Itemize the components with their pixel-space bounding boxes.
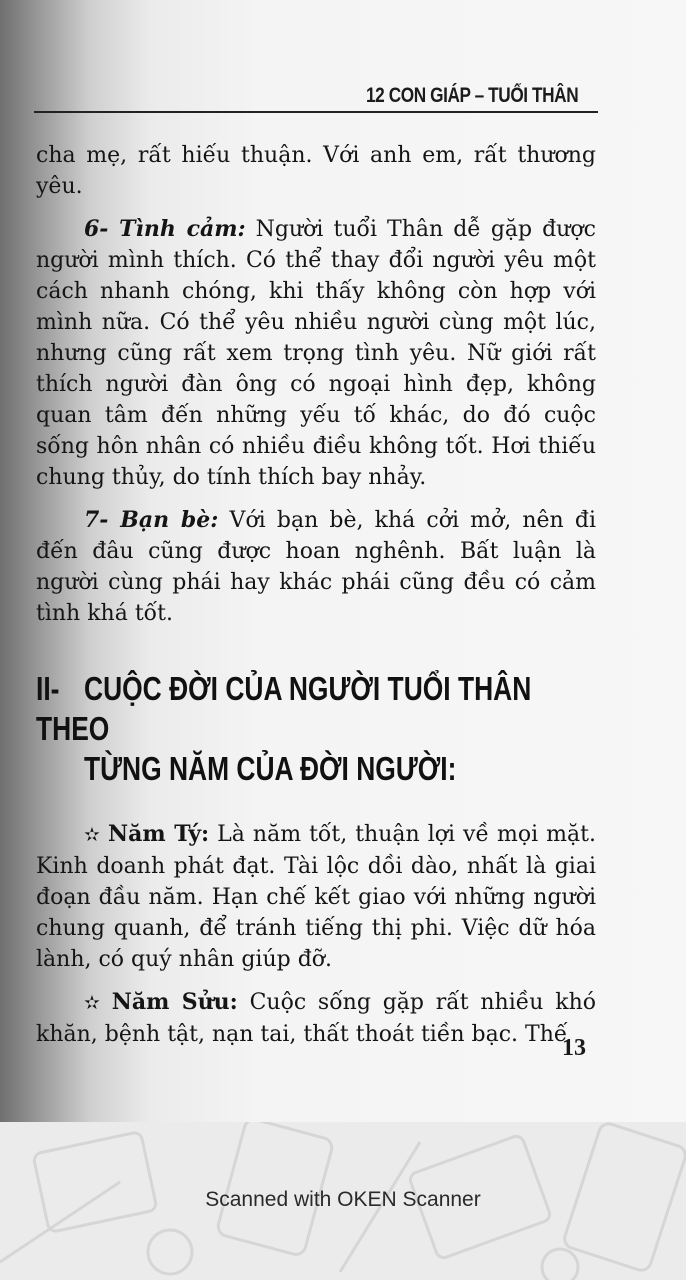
section-title-line-1: CUỘC ĐỜI CỦA NGƯỜI TUỔI THÂN THEO — [36, 670, 532, 747]
scanner-watermark-text: Scanned with OKEN Scanner — [205, 1188, 481, 1211]
paragraph-label: Năm Tý: — [107, 821, 210, 847]
star-icon: ✫ — [84, 992, 100, 1014]
paragraph-label: Năm Sửu: — [111, 989, 238, 1015]
running-header: 12 CON GIÁP – TUỔI THÂN — [366, 84, 579, 107]
paragraph-nam-ty — [36, 819, 596, 975]
paragraph-nam-suu — [36, 987, 596, 1050]
paragraph-text: Cuộc sống gặp rất nhiều khó khăn, bệnh tật, nạn tai, thất thoát tiền bạc. Thế — [36, 990, 596, 1047]
page-number: 13 — [562, 1035, 586, 1061]
star-icon: ✫ — [84, 824, 100, 846]
section-heading — [36, 669, 596, 789]
paragraph-ban-be — [36, 505, 596, 629]
paragraph-label: 7- Bạn bè: — [84, 507, 219, 533]
section-title-line-2: TỪNG NĂM CỦA ĐỜI NGƯỜI: — [84, 750, 457, 787]
paragraph-text: Là năm tốt, thuận lợi về mọi mặt. Kinh doanh phát đạt. Tài lộc dồi dào, nhất là giai đoạn đầu năm. Hạn chế kết giao với những người chung quanh, để tránh tiếng thị phi. Việc dữ hóa lành, có quý nhân giúp đỡ. — [36, 822, 596, 972]
page-body — [36, 140, 596, 1050]
paragraph-text: Với bạn bè, khá cởi mở, nên đi đến đâu cũng được hoan nghênh. Bất luận là người cùng phái hay khác phái cũng đều có cảm tình khá tốt. — [36, 508, 596, 626]
paragraph-label: 6- Tình cảm: — [84, 216, 246, 242]
paragraph-tinh-cam — [36, 214, 596, 493]
section-number: II- — [36, 670, 60, 707]
paragraph-continuation: cha mẹ, rất hiếu thuận. Với anh em, rất thương yêu. — [36, 143, 596, 199]
paragraph-text: Người tuổi Thân dễ gặp được người mình thích. Có thể thay đổi người yêu một cách nhanh chóng, khi thấy không còn hợp với mình nữa. Có thể yêu nhiều người cùng một lúc, nhưng cũng rất xem trọng tình yêu. Nữ giới rất thích người đàn ông có ngoại hình đẹp, không quan tâm đến những yếu tố khác, do đó cuộc sống hôn nhân có nhiều điều không tốt. Hơi thiếu chung thủy, do tính thích bay nhảy. — [36, 217, 596, 490]
header-rule — [34, 111, 598, 113]
